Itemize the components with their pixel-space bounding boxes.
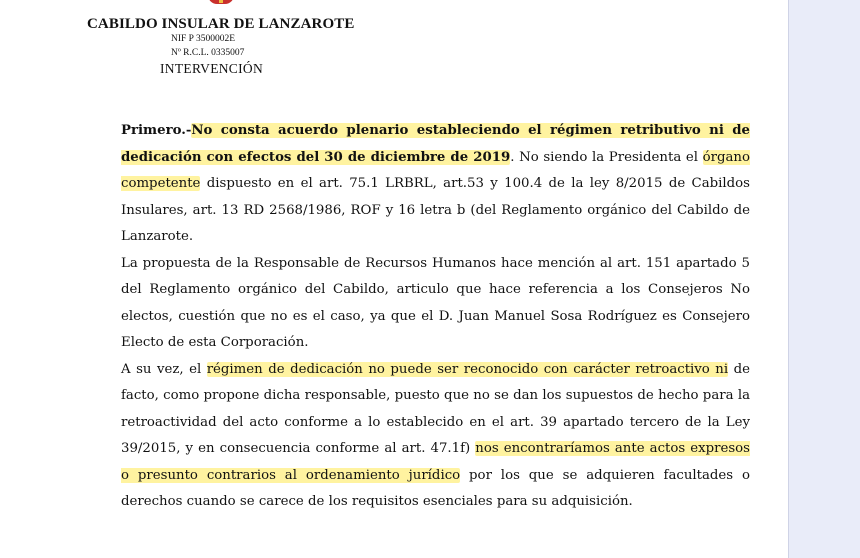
crest-crown-icon: [219, 0, 223, 3]
paragraph-a-su-vez: [121, 357, 750, 516]
paragraph-propuesta: La propuesta de la Responsable de Recursos Humanos hace mención al art. 151 apartado 5 del Reglamento orgánico del Cabildo, articulo que hace referencia a los Consejeros No electos, cuestión que no es el caso, ya que el D. Juan Manuel Sosa Rodríguez es Consejero Electo de esta Corporación.: [121, 255, 750, 350]
nif-line: NIF P 3500002E: [171, 34, 236, 44]
paragraph-text: A su vez, el: [121, 361, 207, 377]
paragraph-primero: [121, 118, 750, 251]
highlighted-text: órgano competente: [121, 149, 750, 191]
paragraph-text: dispuesto en el art. 75.1 LRBRL, art.53 y 100.4 de la ley 8/2015 de Cabildos Insulares, art. 13 RD 2568/1986, ROF y 16 letra b (del Reglamento orgánico del Cabildo de Lanzarote.: [121, 176, 750, 244]
highlighted-text: régimen de dedicación no puede ser reconocido con carácter retroactivo ni: [206, 361, 729, 377]
highlighted-text: No consta acuerdo plenario estableciendo el régimen retributivo ni de dedicación con efectos del 30 de diciembre de 2019: [121, 123, 750, 165]
paragraph-label: Primero.-: [121, 123, 192, 138]
department-name: INTERVENCIÓN: [160, 61, 264, 76]
paragraph-text: de facto, como propone dicha responsable, puesto que no se dan los supuestos de hecho para la retroactividad del acto conforme a lo establecido en el art. 39 apartado tercero de la Ley 39/2015, y en consecuencia conforme al art. 47.1f): [121, 361, 750, 456]
paragraph-text: por los que se adquieren facultades o derechos cuando se carece de los requisitos esenciales para su adquisición.: [121, 467, 751, 509]
rcl-line: Nº R.C.L. 0335007: [171, 48, 245, 58]
document-body: [121, 118, 750, 516]
viewer-side-panel: [789, 0, 860, 558]
highlighted-text: nos encontraríamos ante actos expresos o presunto contrarios al ordenamiento jurídico: [121, 441, 751, 483]
paragraph-text: . No siendo la Presidenta el: [510, 149, 703, 165]
institution-name: CABILDO INSULAR DE LANZAROTE: [87, 16, 355, 32]
